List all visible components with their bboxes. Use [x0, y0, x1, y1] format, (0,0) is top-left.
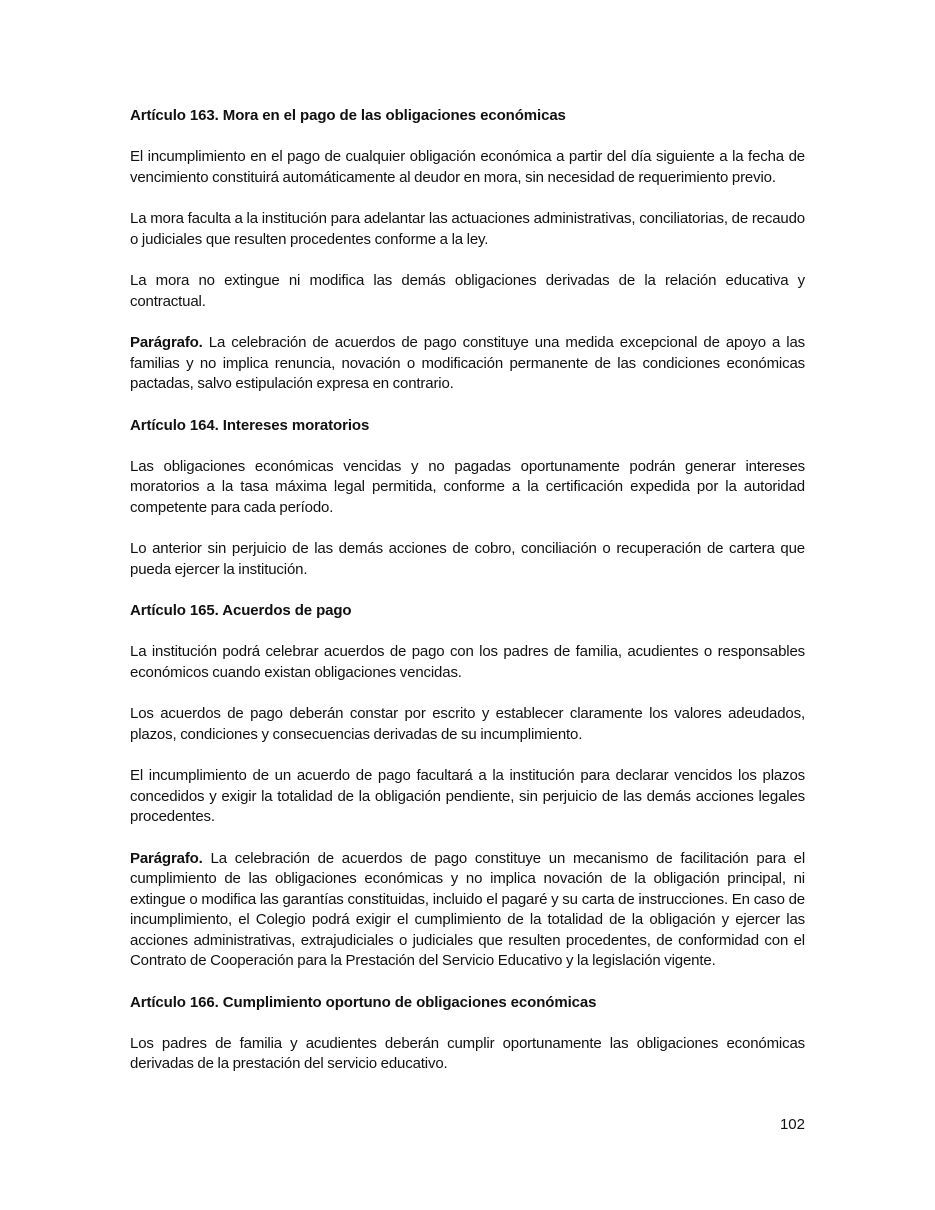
article-165-paragraph-3: El incumplimiento de un acuerdo de pago facultará a la institución para declarar vencidos los plazos concedidos y exigir la totalidad de la obligación pendiente, sin perjuicio de las demás acciones legales procedentes.: [130, 767, 805, 825]
article-163-paragrafo: [130, 333, 805, 395]
paragrafo-text: La celebración de acuerdos de pago constituye una medida excepcional de apoyo a las familias y no implica renuncia, novación o modificación permanente de las condiciones económicas pactadas, salvo estipulación expresa en contrario.: [130, 334, 805, 392]
article-165-paragrafo: [130, 849, 805, 972]
article-164-paragraph-2: Lo anterior sin perjuicio de las demás acciones de cobro, conciliación o recuperación de cartera que pueda ejercer la institución.: [130, 540, 805, 578]
paragrafo-text: La celebración de acuerdos de pago constituye un mecanismo de facilitación para el cumplimiento de las obligaciones económicas y no implica novación de la obligación principal, ni extingue o modifica las garantías constituidas, incluido el pagaré y su carta de instrucciones. En caso de incumplimiento, el Colegio podrá exigir el cumplimiento de la totalidad de la obligación y ejercer las acciones administrativas, extrajudiciales o judiciales que resulten procedentes, de conformidad con el Contrato de Cooperación para la Prestación del Servicio Educativo y la legislación vigente.: [130, 849, 805, 969]
article-163-heading: Artículo 163. Mora en el pago de las obligaciones económicas: [130, 107, 566, 124]
article-165-heading: Artículo 165. Acuerdos de pago: [130, 602, 352, 619]
document-body: [130, 106, 805, 1096]
paragrafo-label: Parágrafo.: [130, 334, 203, 351]
article-164-heading: Artículo 164. Intereses moratorios: [130, 416, 370, 434]
article-165-paragraph-1: La institución podrá celebrar acuerdos de pago con los padres de familia, acudientes o responsables económicos cuando existan obligaciones vencidas.: [130, 643, 805, 681]
article-166-paragraph-1: Los padres de familia y acudientes deberán cumplir oportunamente las obligaciones económicas derivadas de la prestación del servicio educativo.: [130, 1034, 805, 1072]
article-166-heading: Artículo 166. Cumplimiento oportuno de obligaciones económicas: [130, 993, 597, 1011]
article-163-paragraph-3: La mora no extingue ni modifica las demás obligaciones derivadas de la relación educativa y contractual.: [130, 272, 805, 310]
article-163-paragraph-2: La mora faculta a la institución para adelantar las actuaciones administrativas, conciliatorias, de recaudo o judiciales que resulten procedentes conforme a la ley.: [130, 210, 805, 248]
page-number: 102: [779, 1116, 805, 1133]
paragrafo-label: Parágrafo.: [130, 849, 203, 867]
article-164-paragraph-1: Las obligaciones económicas vencidas y no pagadas oportunamente podrán generar intereses moratorios a la tasa máxima legal permitida, conforme a la certificación expedida por la autoridad competente para cada período.: [130, 457, 805, 516]
article-165-paragraph-2: Los acuerdos de pago deberán constar por escrito y establecer claramente los valores adeudados, plazos, condiciones y consecuencias derivadas de su incumplimiento.: [130, 705, 805, 743]
article-163-paragraph-1: El incumplimiento en el pago de cualquier obligación económica a partir del día siguiente a la fecha de vencimiento constituirá automáticamente al deudor en mora, sin necesidad de requerimiento previo.: [130, 148, 805, 186]
